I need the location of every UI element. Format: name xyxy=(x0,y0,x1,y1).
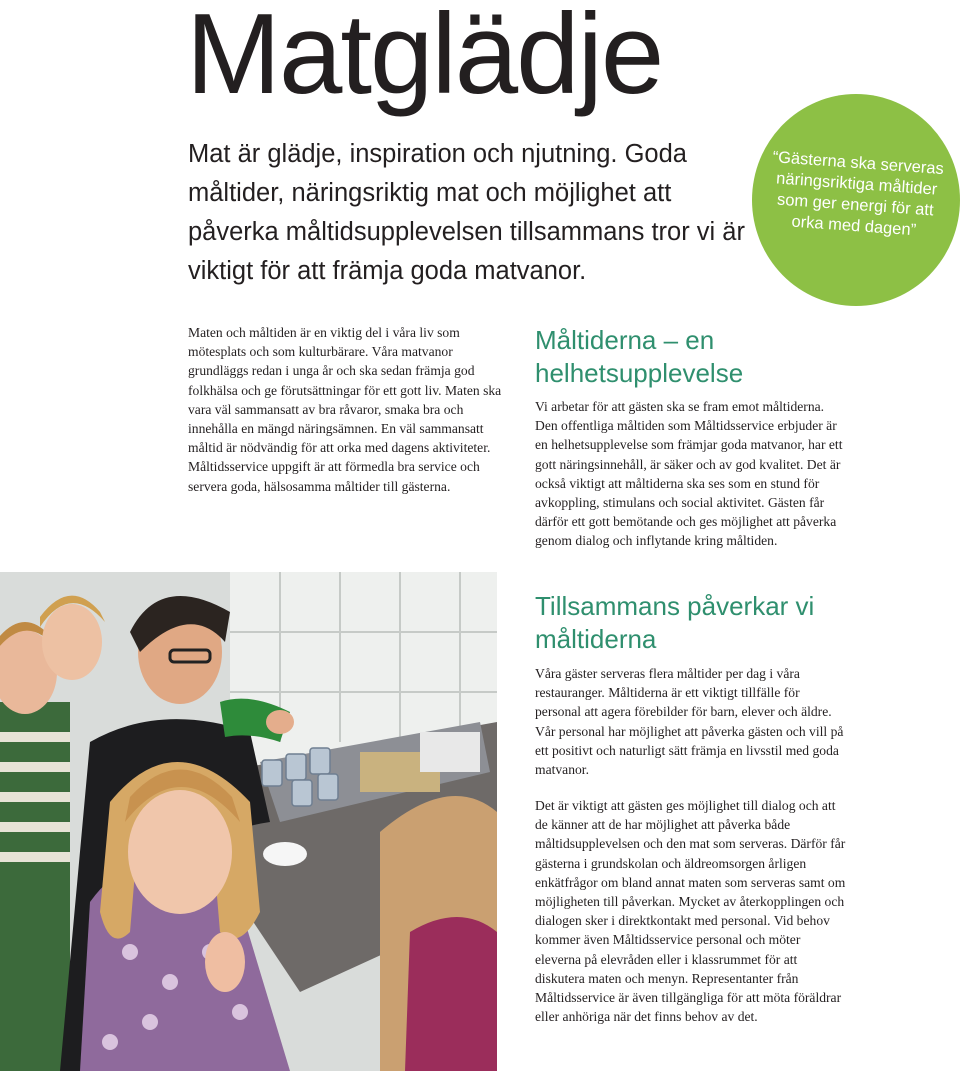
section-text-maltiderna: Vi arbetar för att gästen ska se fram emot måltiderna. Den offentliga måltiden som Måltidsservice erbjuder är en helhetsupplevelse som främjar goda matvanor, har ett gott näringsinnehåll, är säker och av god kvalitet. Det är också viktigt att måltiderna ska ses som en stund för avkoppling, stimulans och social aktivitet. Gästen får därför ett gott bemötande och ges möjlighet att påverka genom dialog och inflytande kring måltiden. xyxy=(535,399,843,549)
children-cafeteria-photo xyxy=(0,572,497,1071)
page-title: Matglädje xyxy=(186,0,663,118)
quote-text: “Gästerna ska serveras näringsriktiga måltider som ger energi för att orka med dagen” xyxy=(772,148,945,240)
section-heading-maltiderna: Måltiderna – en helhetsupplevelse xyxy=(535,325,744,388)
left-paragraph: Maten och måltiden är en viktig del i våra liv som mötesplats och som kulturbärare. Våra matvanor grundläggs redan i unga år och ska sedan främja god folkhälsa och ge förutsättningar för ett gott liv. Maten ska vara väl sammansatt av bra råvaror, smaka bra och innehålla en mängd näringsämnen. En väl sammansatt måltid är nödvändig för att orka med dagens aktiviteter. Måltidsservice uppgift är att förmedla bra service och servera goda, hälsosamma måltider till gästerna. xyxy=(188,325,502,494)
quote-circle xyxy=(752,94,960,306)
section-text-dialog: Det är viktigt att gästen ges möjlighet till dialog och att de känner att de har möjlighet att påverka både måltidsupplevelsen och den mat som serveras. Därför får gästerna i grundskolan och äldreomsorgen årligen enkätfrågor om bland annat maten som serveras samt om möjligheten till påverkan. Mycket av återkopplingen och dialogen sker i direktkontakt med personal. Vid behov kommer även Måltidsservice personal och möter eleverna på elevråden eller i klassrummet för att diskutera maten och menyn. Representanter från Måltidsservice är även tillgängliga för att möta föräldrar eller anhöriga när det finns behov av det. xyxy=(535,798,846,1025)
section-heading-tillsammans: Tillsammans påverkar vi måltiderna xyxy=(535,591,815,654)
section-text-tillsammans: Våra gäster serveras flera måltider per dag i våra restauranger. Måltiderna är ett viktigt tillfälle för personal att agera förebilder för barn, elever och äldre. Vår personal har möjlighet att påverka gästen och vill på ett positivt och naturligt sätt främja en livsstil med goda matvanor. xyxy=(535,666,844,778)
intro-text: Mat är glädje, inspiration och njutning. Goda måltider, näringsriktig mat och möjlighet att påverka måltidsupplevelsen tillsammans tror vi är viktigt för att främja goda matvanor. xyxy=(188,140,745,285)
